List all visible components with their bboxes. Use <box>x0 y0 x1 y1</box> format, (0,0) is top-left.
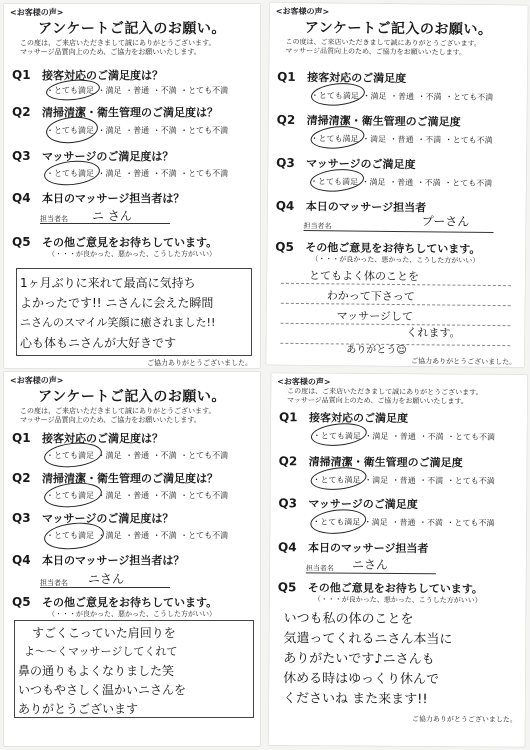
comment-line-4: 心も体もニさんが大好きです <box>20 336 177 350</box>
staff-name-handwritten: ニさん <box>351 557 389 572</box>
q3-options: ・とても満足 ・満足 ・普通 ・不満 ・とても不満 <box>309 177 493 188</box>
comment-line-5: ありがとうございます <box>18 702 139 716</box>
survey-title: アンケートご記入のお願い。 <box>304 20 493 38</box>
staff-name-line <box>40 587 170 588</box>
survey-intro: この度は、ご来店いただきまして誠にありがとうございます。 マッサージ品質向上のため、ご協力をお願いいたします。 <box>20 39 216 56</box>
question-4: Q4 本日のマッサージ担当者 <box>275 198 427 215</box>
question-1: Q1 接客対応のご満足度は？ <box>12 68 163 82</box>
thanks-note: ご協力ありがとうございました。 <box>147 359 252 367</box>
survey-intro: この度は、ご来店いただきまして誠にありがとうございます。 マッサージ品質向上のため、ご協力をお願いいたします。 <box>287 387 483 406</box>
survey-card-3 <box>4 372 260 746</box>
comment-line-5: くださいね また来ます!! <box>282 691 428 708</box>
comment-line-4: 休める時はゆっくり休んで <box>283 671 440 688</box>
staff-name-handwritten: プーさん <box>421 214 470 229</box>
comment-line-1: いつも私の体のことを <box>283 611 414 628</box>
staff-name-line <box>304 230 494 233</box>
comment-line-2: よ〜〜くマッサージしてくれて <box>24 645 178 658</box>
staff-name-label: 担当者名 <box>303 222 332 231</box>
survey-title: アンケートご記入のお願い。 <box>38 21 226 37</box>
q5-subtext: （・・・が良かった、悪かった、こうした方がいい） <box>48 250 216 258</box>
comment-line-1: すごくこっていた肩回りを <box>32 626 176 640</box>
comment-line-1: とてもよく体のことを <box>308 269 420 284</box>
q3-options: ・とても満足 ・満足 ・普通 ・不満 ・とても不満 <box>312 517 495 528</box>
question-4: Q4 本日のマッサージ担当者 <box>278 540 429 556</box>
staff-name-label: 担当者名 <box>40 215 68 223</box>
q1-options: ・とても満足 ・満足 ・普通 ・不満 ・とても不満 <box>46 451 229 460</box>
q1-options: ・とても満足 ・満足 ・普通 ・不満 ・とても不満 <box>310 91 494 103</box>
q5-subtext: （・・・が良かった、悪かった、こうした方がいい） <box>311 255 480 265</box>
comment-line-3: ニさんのスマイル笑顔に癒されました!! <box>20 316 216 329</box>
staff-name-line <box>40 223 170 224</box>
survey-card-1 <box>4 4 260 368</box>
q1-options: ・とても満足 ・満足 ・普通 ・不満 ・とても不満 <box>46 86 229 95</box>
comment-line-5: ありがとう☺ <box>346 344 407 357</box>
question-4: Q4 本日のマッサージ担当者は？ <box>12 191 185 205</box>
voice-label: <お客様の声> <box>10 376 64 385</box>
question-2: Q2 清掃清潔・衛生管理のご満足度は？ <box>12 471 218 485</box>
voice-label: <お客様の声> <box>275 6 330 17</box>
question-2: Q2 清掃清潔・衛生管理のご満足度 <box>276 112 461 129</box>
question-5: Q5 その他ご意見をお待ちしています。 <box>277 580 483 596</box>
question-1: Q1 接客対応のご満足度 <box>277 69 407 86</box>
question-3: Q3 マッサージのご満足度は？ <box>12 149 174 163</box>
q3-options: ・とても満足 ・満足 ・普通 ・不満 ・とても不満 <box>46 169 229 178</box>
staff-name-line <box>306 572 436 574</box>
q3-options: ・とても満足 ・満足 ・普通 ・不満 ・とても不満 <box>46 531 229 540</box>
staff-name-label: 担当者名 <box>305 564 334 573</box>
voice-label: <お客様の声> <box>277 377 331 387</box>
q5-subtext: （・・・が良かった、悪かった、こうした方がいい） <box>48 610 216 618</box>
comment-line-2: 気遣ってくれるニさん本当に <box>283 631 453 648</box>
survey-title: アンケートご記入のお願い。 <box>38 389 226 405</box>
question-2: Q2 清掃清潔・衛生管理のご満足度は？ <box>12 105 218 119</box>
staff-name-handwritten: ニ さん <box>92 209 132 223</box>
comment-line-3: ありがたいです♪ニさんも <box>283 651 435 668</box>
survey-intro: この度は、ご来店いただきまして誠にありがとうございます。 マッサージ品質向上のため、ご協力をお願いいたします。 <box>285 37 481 57</box>
thanks-note: ご協力ありがとうございました。 <box>411 715 517 724</box>
question-5: Q5 その他ご意見をお待ちしています。 <box>275 239 481 256</box>
question-2: Q2 清掃清潔・衛生管理のご満足度 <box>278 454 463 470</box>
comment-line-1: 1ヶ月ぶりに来れて最高に気持ち <box>20 276 196 290</box>
question-3: Q3 マッサージのご満足度 <box>276 155 416 172</box>
q1-options: ・とても満足 ・満足 ・普通 ・不満 ・とても不満 <box>312 431 496 442</box>
staff-name-handwritten: ニさん <box>88 572 125 586</box>
q2-options: ・とても満足 ・満足 ・普通 ・不満 ・とても不満 <box>310 134 493 145</box>
question-5: Q5 その他ご意見をお待ちしています。 <box>12 235 218 249</box>
question-4: Q4 本日のマッサージ担当者は？ <box>12 553 185 567</box>
q2-options: ・とても満足 ・満足 ・普通 ・不満 ・とても不満 <box>46 126 229 135</box>
comment-line-3: マッサージして <box>336 309 414 324</box>
question-5: Q5 その他ご意見をお待ちしています。 <box>12 595 218 609</box>
comment-line-2: わかって下さって <box>326 289 415 304</box>
q2-options: ・とても満足 ・満足 ・普通 ・不満 ・とても不満 <box>46 491 229 500</box>
q5-subtext: （・・・が良かった、悪かった、こうした方がいい） <box>313 595 482 605</box>
survey-card-2 <box>266 3 528 368</box>
comment-line-4: くれます。 <box>406 326 461 340</box>
comment-line-3: 鼻の通りもよくなりました笑 <box>18 664 175 678</box>
comment-line-4: いつもやさしく温かいニさんを <box>18 683 187 697</box>
survey-card-4 <box>269 373 528 747</box>
question-1: Q1 接客対応のご満足度 <box>278 410 409 426</box>
survey-intro: この度は、ご来店いただきまして誠にありがとうございます。 マッサージ品質向上のため、ご協力をお願いいたします。 <box>20 407 216 424</box>
voice-label: <お客様の声> <box>10 8 64 17</box>
q2-options: ・とても満足 ・満足 ・普通 ・不満 ・とても不満 <box>312 475 495 486</box>
staff-name-label: 担当者名 <box>40 579 68 587</box>
comment-line-2: よかったです!! ニさんに会えた瞬間 <box>20 296 214 310</box>
question-3: Q3 マッサージのご満足度は？ <box>12 511 174 525</box>
thanks-note: ご協力ありがとうございました。 <box>411 357 517 367</box>
question-1: Q1 接客対応のご満足度は？ <box>12 431 163 445</box>
question-3: Q3 マッサージのご満足度 <box>278 496 418 512</box>
